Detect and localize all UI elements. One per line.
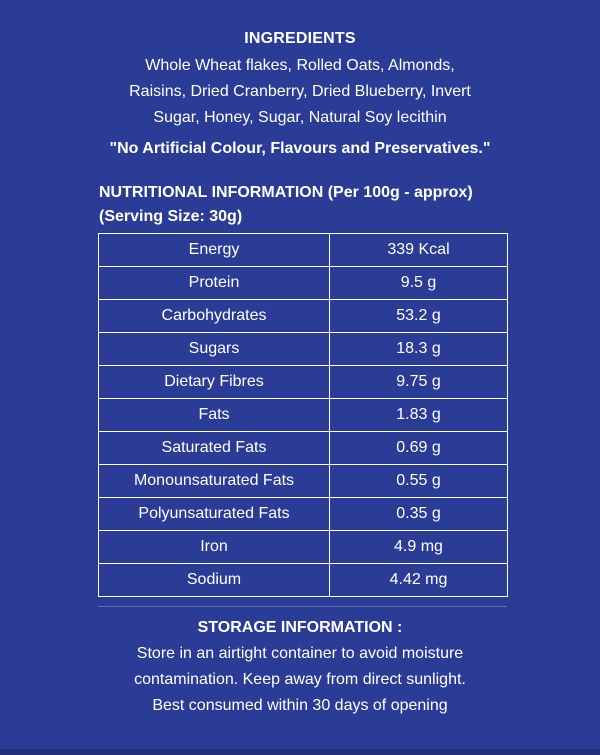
nutrient-name: Energy [99, 234, 330, 267]
nutrient-name: Sugars [99, 333, 330, 366]
storage-heading: STORAGE INFORMATION : [197, 619, 403, 636]
nutrient-name: Dietary Fibres [99, 366, 330, 399]
ingredients-line-2: Raisins, Dried Cranberry, Dried Blueberry, Invert [129, 83, 471, 100]
nutrition-table [98, 233, 508, 597]
nutrient-name: Protein [99, 267, 330, 300]
ingredients-line-3: Sugar, Honey, Sugar, Natural Soy lecithin [153, 109, 447, 126]
nutrient-name: Sodium [99, 564, 330, 597]
nutrient-value: 1.83 g [330, 399, 508, 432]
nutrient-value: 0.69 g [330, 432, 508, 465]
ingredients-heading: INGREDIENTS [244, 30, 356, 47]
nutrition-heading: NUTRITIONAL INFORMATION (Per 100g - approx) [99, 184, 473, 201]
nutrient-name: Monounsaturated Fats [99, 465, 330, 498]
nutrient-name: Polyunsaturated Fats [99, 498, 330, 531]
bottom-edge-bar [0, 749, 600, 755]
table-row [99, 234, 508, 267]
table-row [99, 531, 508, 564]
nutrient-name: Carbohydrates [99, 300, 330, 333]
table-row [99, 333, 508, 366]
nutrient-value: 53.2 g [330, 300, 508, 333]
storage-line-1: Store in an airtight container to avoid moisture [136, 645, 464, 662]
ingredients-line-1: Whole Wheat flakes, Rolled Oats, Almonds, [145, 57, 455, 74]
nutrient-value: 9.5 g [330, 267, 508, 300]
table-row [99, 498, 508, 531]
table-row [99, 465, 508, 498]
nutrient-value: 339 Kcal [330, 234, 508, 267]
nutrient-value: 4.42 mg [330, 564, 508, 597]
nutrient-name: Iron [99, 531, 330, 564]
nutrient-value: 9.75 g [330, 366, 508, 399]
nutrient-value: 0.55 g [330, 465, 508, 498]
nutrient-value: 18.3 g [330, 333, 508, 366]
serving-size: (Serving Size: 30g) [99, 208, 243, 225]
divider [98, 606, 507, 607]
nutrient-name: Fats [99, 399, 330, 432]
nutrient-name: Saturated Fats [99, 432, 330, 465]
table-row [99, 366, 508, 399]
storage-line-3: Best consumed within 30 days of opening [152, 697, 448, 714]
table-row [99, 432, 508, 465]
nutrient-value: 0.35 g [330, 498, 508, 531]
table-row [99, 300, 508, 333]
table-row [99, 267, 508, 300]
storage-line-2: contamination. Keep away from direct sunlight. [134, 671, 466, 688]
table-row [99, 399, 508, 432]
no-artificial-claim: "No Artificial Colour, Flavours and Preservatives." [109, 140, 491, 157]
nutrient-value: 4.9 mg [330, 531, 508, 564]
table-row [99, 564, 508, 597]
